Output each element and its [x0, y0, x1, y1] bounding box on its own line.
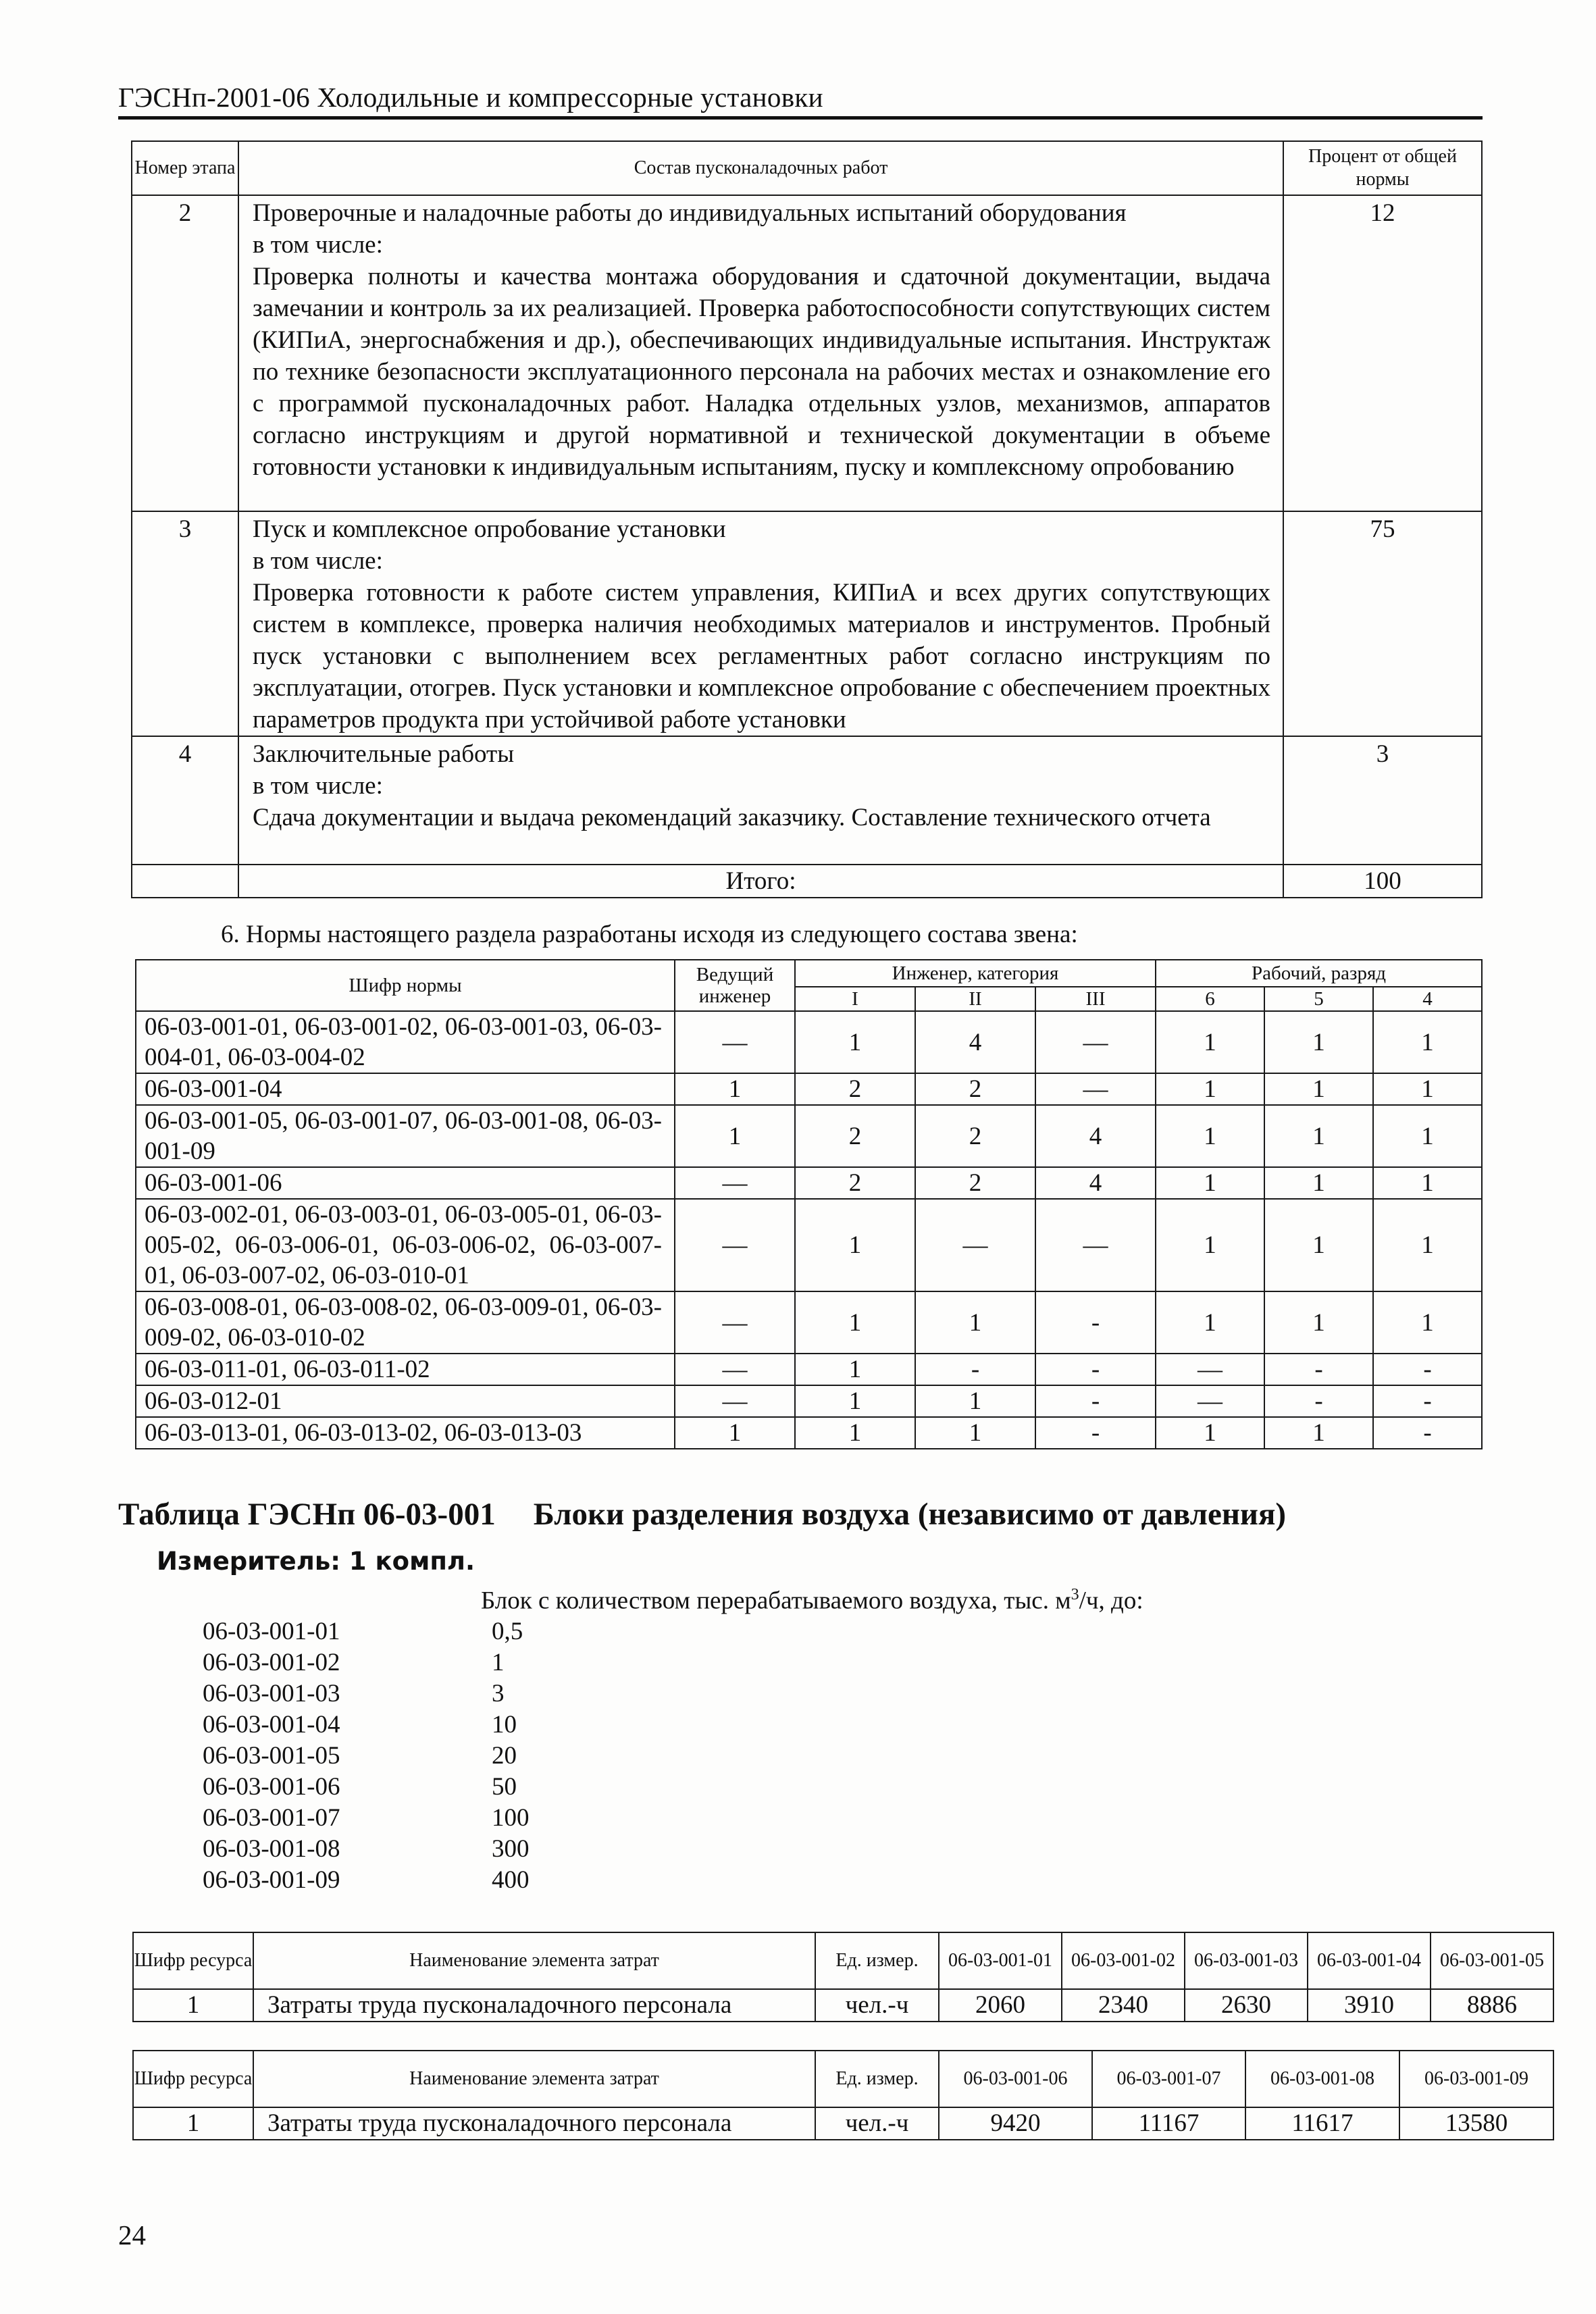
crew-table — [135, 959, 1483, 1449]
norm-codes: 06-03-001-01, 06-03-001-02, 06-03-001-03, 06-03-004-01, 06-03-004-02 — [136, 1011, 675, 1073]
engineer-count: 1 — [795, 1199, 915, 1291]
engineer-count: - — [1035, 1291, 1156, 1354]
worker-count: 1 — [1373, 1167, 1482, 1199]
block-capacity: 1 — [492, 1649, 505, 1676]
worker-count: 1 — [1156, 1073, 1264, 1105]
code-list-item — [203, 1865, 530, 1896]
header-norm-code: 06-03-001-07 — [1092, 2051, 1245, 2107]
worker-count: 1 — [1264, 1105, 1373, 1167]
worker-count: 1 — [1264, 1199, 1373, 1291]
norm-table-code: Таблица ГЭСНп 06-03-001 — [118, 1497, 496, 1532]
code-list-item — [203, 1803, 530, 1834]
lead-engineer-count: 1 — [675, 1105, 795, 1167]
cost-table — [132, 2050, 1554, 2140]
unit: чел.-ч — [815, 2107, 939, 2140]
norm-table-name: Блоки разделения воздуха (независимо от давления) — [533, 1497, 1287, 1532]
worker-count: - — [1373, 1385, 1482, 1417]
stage-title: Проверочные и наладочные работы до индивидуальных испытаний оборудования — [253, 199, 1127, 227]
cost-header-row — [133, 2051, 1553, 2107]
header-eng-cat: II — [915, 987, 1035, 1011]
total-value: 100 — [1283, 865, 1482, 898]
stage-number: 3 — [132, 511, 238, 736]
header-norm-code: 06-03-001-02 — [1062, 1932, 1185, 1989]
header-norm-code: 06-03-001-01 — [939, 1932, 1062, 1989]
code-list-item — [203, 1741, 530, 1772]
worker-count: 1 — [1373, 1291, 1482, 1354]
header-cost-element: Наименование элемента затрат — [253, 1932, 815, 1989]
crew-row — [136, 1385, 1482, 1417]
worker-count: 1 — [1264, 1011, 1373, 1073]
engineer-count: 1 — [795, 1385, 915, 1417]
header-worker-grade-value: 6 — [1156, 987, 1264, 1011]
header-norm-code: 06-03-001-08 — [1245, 2051, 1399, 2107]
measure-unit: Измеритель: 1 компл. — [157, 1547, 475, 1576]
engineer-count: 1 — [915, 1291, 1035, 1354]
crew-row — [136, 1167, 1482, 1199]
worker-count: 1 — [1264, 1291, 1373, 1354]
engineer-count: 2 — [795, 1073, 915, 1105]
lead-engineer-count: — — [675, 1385, 795, 1417]
header-works-composition: Состав пусконаладочных работ — [238, 141, 1283, 195]
worker-count: 1 — [1373, 1073, 1482, 1105]
lead-engineer-count: — — [675, 1011, 795, 1073]
stage-description — [238, 195, 1283, 511]
engineer-count: 1 — [795, 1291, 915, 1354]
norm-code: 06-03-001-07 — [203, 1804, 340, 1832]
total-empty-cell — [132, 865, 238, 898]
stage-body: Проверка полноты и качества монтажа оборудования и сдаточной документации, выдача замечании и контроль за их реализацией. Проверка работоспособности сопутствующих систем (КИПиА, энергоснабжения и др.), обеспечивающих индивидуальные испытания. Инструктаж по технике безопасности эксплуатационного персонала на рабочих местах и ознакомление его с программой пусконаладочных работ. Наладка отдельных узлов, механизмов, аппаратов согласно инструкциям и другой нормативной и технической документации в объеме готовности установки к индивидуальным испытаниям, пуску и комплексному опробованию — [253, 263, 1270, 481]
stage-row — [132, 195, 1482, 511]
block-capacity: 400 — [492, 1866, 530, 1894]
header-eng-cat: III — [1035, 987, 1156, 1011]
lead-engineer-count: — — [675, 1167, 795, 1199]
crew-row — [136, 1417, 1482, 1449]
worker-count: 1 — [1156, 1105, 1264, 1167]
stage-including: в том числе: — [253, 231, 383, 259]
norm-codes: 06-03-002-01, 06-03-003-01, 06-03-005-01, 06-03-005-02, 06-03-006-01, 06-03-006-02, 06-03-007-01, 06-03-007-02, 06-03-010-01 — [136, 1199, 675, 1291]
stage-description — [238, 511, 1283, 736]
code-list-item — [203, 1678, 530, 1709]
stage-title: Пуск и комплексное опробование установки — [253, 515, 726, 543]
page-number: 24 — [118, 2219, 146, 2251]
block-capacity: 0,5 — [492, 1618, 523, 1645]
norm-codes: 06-03-008-01, 06-03-008-02, 06-03-009-01, 06-03-009-02, 06-03-010-02 — [136, 1291, 675, 1354]
engineer-count: 4 — [1035, 1167, 1156, 1199]
cost-header-row — [133, 1932, 1553, 1989]
crew-header-row — [136, 960, 1482, 987]
worker-count: - — [1373, 1417, 1482, 1449]
cost-element-name: Затраты труда пусконаладочного персонала — [253, 1989, 815, 2022]
cost-value: 11617 — [1245, 2107, 1399, 2140]
lead-engineer-count: — — [675, 1199, 795, 1291]
code-list-item — [203, 1709, 530, 1741]
running-header: ГЭСНп-2001-06 Холодильные и компрессорные установки — [118, 82, 823, 113]
crew-row — [136, 1354, 1482, 1385]
stage-title: Заключительные работы — [253, 740, 515, 768]
stage-percent: 3 — [1283, 736, 1482, 865]
stages-header-row — [132, 141, 1482, 195]
crew-row — [136, 1073, 1482, 1105]
cost-value: 2060 — [939, 1989, 1062, 2022]
engineer-count: 1 — [915, 1385, 1035, 1417]
stage-description — [238, 736, 1283, 865]
stages-table — [131, 140, 1483, 898]
crew-intro: 6. Нормы настоящего раздела разработаны исходя из следующего состава звена: — [221, 921, 1078, 948]
lead-engineer-count: 1 — [675, 1073, 795, 1105]
block-caption-sup: 3 — [1071, 1586, 1079, 1603]
engineer-count: - — [1035, 1417, 1156, 1449]
stage-row — [132, 736, 1482, 865]
lead-engineer-count: — — [675, 1354, 795, 1385]
stage-number: 2 — [132, 195, 238, 511]
cost-value: 2630 — [1185, 1989, 1308, 2022]
header-percent: Процент от общей нормы — [1283, 141, 1482, 195]
worker-count: - — [1373, 1354, 1482, 1385]
cost-value: 13580 — [1399, 2107, 1553, 2140]
block-caption — [481, 1586, 1143, 1615]
worker-count: 1 — [1156, 1417, 1264, 1449]
engineer-count: 1 — [795, 1011, 915, 1073]
stage-including: в том числе: — [253, 772, 383, 800]
header-unit: Ед. измер. — [815, 1932, 939, 1989]
header-unit: Ед. измер. — [815, 2051, 939, 2107]
engineer-count: — — [1035, 1073, 1156, 1105]
codes-list — [203, 1616, 530, 1896]
norm-code: 06-03-001-05 — [203, 1742, 340, 1770]
engineer-count: - — [915, 1354, 1035, 1385]
engineer-count: 2 — [795, 1105, 915, 1167]
worker-count: 1 — [1156, 1291, 1264, 1354]
norm-code: 06-03-001-03 — [203, 1680, 340, 1707]
stage-row — [132, 511, 1482, 736]
cost-table — [132, 1932, 1554, 2022]
worker-count: 1 — [1156, 1167, 1264, 1199]
header-resource-code: Шифр ресурса — [133, 1932, 253, 1989]
header-lead-engineer: Ведущий инженер — [675, 960, 795, 1011]
engineer-count: 2 — [915, 1167, 1035, 1199]
header-rule — [118, 116, 1483, 120]
norm-codes: 06-03-012-01 — [136, 1385, 675, 1417]
norm-code: 06-03-001-08 — [203, 1835, 340, 1863]
engineer-count: 2 — [915, 1073, 1035, 1105]
engineer-count: — — [1035, 1199, 1156, 1291]
block-capacity: 50 — [492, 1773, 517, 1801]
stage-percent: 12 — [1283, 195, 1482, 511]
header-worker-grade-value: 4 — [1373, 987, 1482, 1011]
header-worker-grade-value: 5 — [1264, 987, 1373, 1011]
header-stage-number: Номер этапа — [132, 141, 238, 195]
norm-codes: 06-03-013-01, 06-03-013-02, 06-03-013-03 — [136, 1417, 675, 1449]
engineer-count: - — [1035, 1385, 1156, 1417]
norm-codes: 06-03-011-01, 06-03-011-02 — [136, 1354, 675, 1385]
cost-value: 11167 — [1092, 2107, 1245, 2140]
header-norm-code: 06-03-001-09 — [1399, 2051, 1553, 2107]
worker-count: - — [1264, 1385, 1373, 1417]
block-capacity: 300 — [492, 1835, 530, 1863]
norm-code: 06-03-001-02 — [203, 1649, 340, 1676]
crew-row — [136, 1105, 1482, 1167]
unit: чел.-ч — [815, 1989, 939, 2022]
code-list-item — [203, 1834, 530, 1865]
lead-engineer-count: — — [675, 1291, 795, 1354]
header-cost-element: Наименование элемента затрат — [253, 2051, 815, 2107]
norm-codes: 06-03-001-05, 06-03-001-07, 06-03-001-08, 06-03-001-09 — [136, 1105, 675, 1167]
header-resource-code: Шифр ресурса — [133, 2051, 253, 2107]
norm-code: 06-03-001-09 — [203, 1866, 340, 1894]
code-list-item — [203, 1772, 530, 1803]
block-capacity: 3 — [492, 1680, 505, 1707]
norm-code: 06-03-001-06 — [203, 1773, 340, 1801]
block-capacity: 20 — [492, 1742, 517, 1770]
engineer-count: 1 — [795, 1417, 915, 1449]
cost-row — [133, 2107, 1553, 2140]
header-norm-code: 06-03-001-03 — [1185, 1932, 1308, 1989]
worker-count: 1 — [1373, 1199, 1482, 1291]
worker-count: 1 — [1156, 1199, 1264, 1291]
worker-count: 1 — [1156, 1011, 1264, 1073]
cost-value: 8886 — [1431, 1989, 1553, 2022]
header-norm-code: 06-03-001-04 — [1308, 1932, 1431, 1989]
norm-codes: 06-03-001-06 — [136, 1167, 675, 1199]
worker-count: — — [1156, 1354, 1264, 1385]
engineer-count: 1 — [795, 1354, 915, 1385]
engineer-count: 2 — [915, 1105, 1035, 1167]
stage-body: Сдача документации и выдача рекомендаций заказчику. Составление технического отчета — [253, 804, 1211, 831]
crew-row — [136, 1011, 1482, 1073]
stage-number: 4 — [132, 736, 238, 865]
worker-count: 1 — [1373, 1105, 1482, 1167]
worker-count: 1 — [1264, 1073, 1373, 1105]
norm-table-title — [118, 1496, 1286, 1533]
block-capacity: 100 — [492, 1804, 530, 1832]
total-label: Итого: — [238, 865, 1283, 898]
resource-code: 1 — [133, 2107, 253, 2140]
header-engineer-category: Инженер, категория — [795, 960, 1156, 987]
engineer-count: 2 — [795, 1167, 915, 1199]
header-norm-code: 06-03-001-05 — [1431, 1932, 1553, 1989]
header-eng-cat: I — [795, 987, 915, 1011]
stage-including: в том числе: — [253, 547, 383, 575]
worker-count: — — [1156, 1385, 1264, 1417]
worker-count: - — [1264, 1354, 1373, 1385]
norm-codes: 06-03-001-04 — [136, 1073, 675, 1105]
header-norm-code: Шифр нормы — [136, 960, 675, 1011]
cost-value: 2340 — [1062, 1989, 1185, 2022]
crew-body — [136, 1011, 1482, 1449]
cost-value: 9420 — [939, 2107, 1092, 2140]
engineer-count: - — [1035, 1354, 1156, 1385]
code-list-item — [203, 1647, 530, 1678]
engineer-count: 4 — [915, 1011, 1035, 1073]
engineer-count: — — [1035, 1011, 1156, 1073]
resource-code: 1 — [133, 1989, 253, 2022]
header-worker-grade: Рабочий, разряд — [1156, 960, 1482, 987]
cost-value: 3910 — [1308, 1989, 1431, 2022]
worker-count: 1 — [1373, 1011, 1482, 1073]
header-norm-code: 06-03-001-06 — [939, 2051, 1092, 2107]
stage-percent: 75 — [1283, 511, 1482, 736]
engineer-count: 1 — [915, 1417, 1035, 1449]
block-caption-unit: /ч, до: — [1079, 1587, 1143, 1615]
cost-row — [133, 1989, 1553, 2022]
norm-code: 06-03-001-04 — [203, 1711, 340, 1739]
engineer-count: — — [915, 1199, 1035, 1291]
engineer-count: 4 — [1035, 1105, 1156, 1167]
cost-element-name: Затраты труда пусконаладочного персонала — [253, 2107, 815, 2140]
worker-count: 1 — [1264, 1417, 1373, 1449]
block-capacity: 10 — [492, 1711, 517, 1739]
stage-body: Проверка готовности к работе систем управления, КИПиА и всех других сопутствующих систем в комплексе, проверка наличия необходимых материалов и инструментов. Пробный пуск установки с выполнением всех регламентных работ согласно инструкциям по эксплуатации, отогрев. Пуск установки и комплексное опробование с обеспечением проектных параметров продукта при устойчивой работе установки — [253, 579, 1270, 734]
norm-code: 06-03-001-01 — [203, 1618, 340, 1645]
crew-row — [136, 1199, 1482, 1291]
code-list-item — [203, 1616, 530, 1647]
block-caption-text: Блок с количеством перерабатываемого воздуха, тыс. м — [481, 1587, 1071, 1615]
worker-count: 1 — [1264, 1167, 1373, 1199]
crew-row — [136, 1291, 1482, 1354]
total-row — [132, 865, 1482, 898]
lead-engineer-count: 1 — [675, 1417, 795, 1449]
